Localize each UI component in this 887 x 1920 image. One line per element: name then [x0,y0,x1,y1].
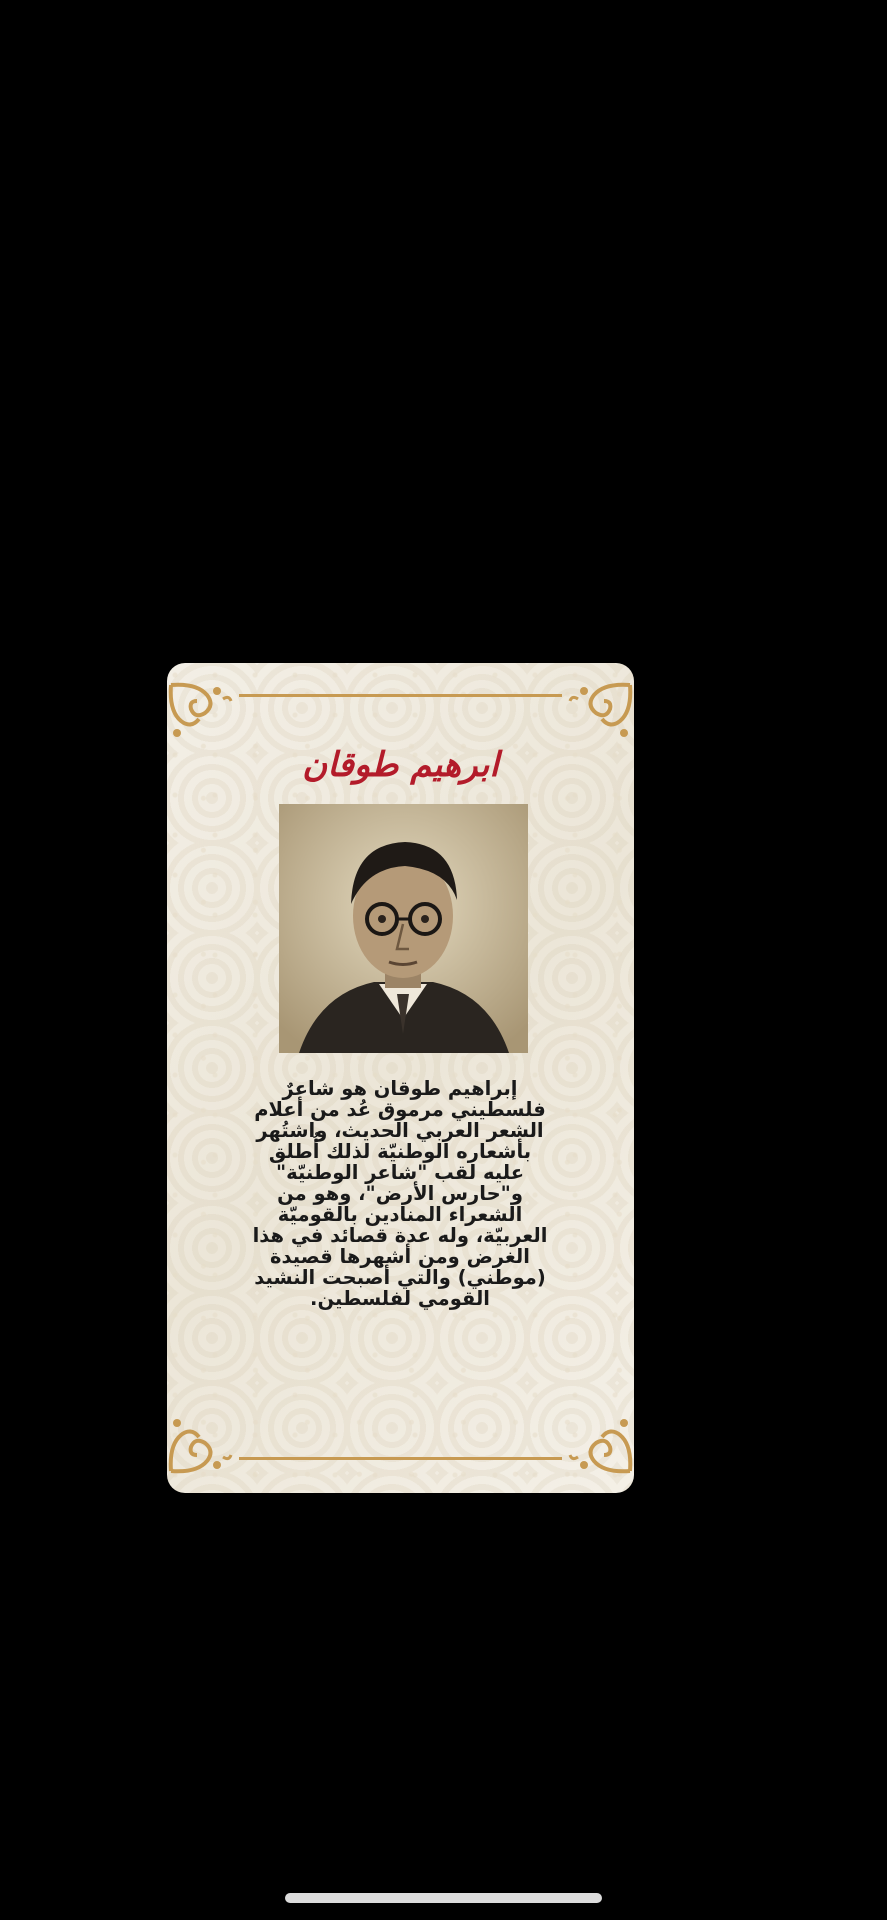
ornament-corner-icon [568,1413,634,1475]
ornament-corner-icon [167,681,233,743]
bottom-border-line [239,1457,562,1460]
poet-card [167,663,634,1493]
ornament-corner-icon [568,681,634,743]
poet-biography-text: إبراهيم طوقان هو شاعرٌ فلسطيني مرموق عُد من أعلام الشعر العربي الحديث، واشتُهر بأشعاره الوطنيّة لذلك أُطلق عليه لقب "شاعر الوطنيّة" و"حارس الأرض"، وهو من الشعراء المنادين بالقوميّة العربيّة، وله عدة قصائد في هذا الغرض ومن أشهرها قصيدة (موطني) والتي أصبحت النشيد القومي لفلسطين. [252,1077,548,1310]
home-indicator[interactable] [285,1893,602,1903]
poet-name-title: ابرهيم طوقان [302,745,499,785]
ornament-corner-icon [167,1413,233,1475]
poet-portrait-image [279,804,528,1053]
portrait-illustration [279,804,528,1053]
top-border-line [239,694,562,697]
